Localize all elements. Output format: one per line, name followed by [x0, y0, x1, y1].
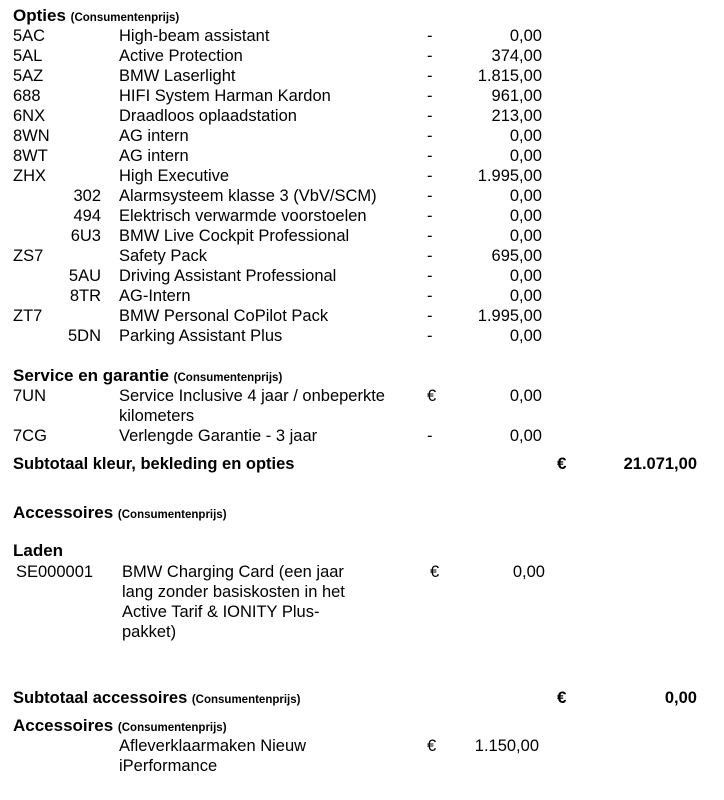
option-currency: -	[427, 247, 433, 265]
opties-title	[13, 6, 179, 28]
option-amount: 961,00	[491, 87, 542, 105]
accessoires-subtitle: (Consumentenprijs)	[117, 509, 227, 521]
option-desc: BMW Personal CoPilot Pack	[119, 307, 329, 325]
service-row	[0, 386, 724, 426]
opties-subtitle: (Consumentenprijs)	[70, 12, 180, 24]
option-desc: Draadloos oplaadstation	[119, 107, 297, 125]
option-currency: -	[427, 27, 433, 45]
service-title-text: Service en garantie	[13, 366, 169, 385]
option-code: 8WT	[13, 147, 48, 165]
laden-desc: BMW Charging Card (een jaar lang zonder basiskosten in het Active Tarif & IONITY Plus-pakket)	[122, 563, 345, 641]
option-currency: -	[427, 267, 433, 285]
accessoires2-row	[0, 736, 724, 776]
option-currency: -	[427, 87, 433, 105]
option-amount: 0,00	[509, 127, 542, 145]
accessoires-title-text: Accessoires	[13, 503, 114, 522]
option-amount: 1.995,00	[477, 307, 542, 325]
option-amount: 0,00	[509, 187, 542, 205]
option-code: 302	[73, 187, 101, 205]
option-amount: 374,00	[491, 47, 542, 65]
option-code: ZT7	[13, 307, 43, 325]
option-code: 5AZ	[13, 67, 44, 85]
option-code: 688	[13, 87, 41, 105]
option-currency: -	[427, 227, 433, 245]
service-currency: €	[427, 387, 437, 405]
service-subtitle: (Consumentenprijs)	[173, 372, 283, 384]
option-desc: AG intern	[119, 127, 189, 145]
option-code: 8WN	[13, 127, 50, 145]
subtotal-accessories-label-wrap	[13, 688, 300, 710]
option-amount: 0,00	[509, 267, 542, 285]
option-desc: BMW Laserlight	[119, 67, 236, 85]
option-code: 5AC	[13, 27, 46, 45]
option-amount: 0,00	[509, 287, 542, 305]
option-desc: High Executive	[119, 167, 230, 185]
option-amount: 1.815,00	[477, 67, 542, 85]
option-currency: -	[427, 187, 433, 205]
option-currency: -	[427, 307, 433, 325]
option-code: ZHX	[13, 167, 46, 185]
option-amount: 0,00	[509, 227, 542, 245]
laden-currency: €	[430, 563, 440, 581]
option-code: 6NX	[13, 107, 46, 125]
option-currency: -	[427, 107, 433, 125]
opties-title-text: Opties	[13, 6, 66, 25]
service-title	[13, 366, 282, 388]
laden-title-text: Laden	[13, 541, 64, 560]
option-desc: Alarmsysteem klasse 3 (VbV/SCM)	[119, 187, 377, 205]
service-amount: 0,00	[509, 427, 542, 445]
option-desc: Parking Assistant Plus	[119, 327, 283, 345]
option-currency: -	[427, 47, 433, 65]
option-desc: AG-Intern	[119, 287, 191, 305]
option-amount: 213,00	[491, 107, 542, 125]
subtotal-options-amount: 21.071,00	[623, 455, 697, 473]
accessoires2-title-text: Accessoires	[13, 716, 114, 735]
subtotal-accessories-label: Subtotaal accessoires	[13, 689, 188, 707]
laden-code: SE000001	[16, 563, 94, 581]
option-amount: 695,00	[491, 247, 542, 265]
option-code: 8TR	[69, 287, 101, 305]
option-code: 5AL	[13, 47, 43, 65]
option-desc: BMW Live Cockpit Professional	[119, 227, 350, 245]
option-code: ZS7	[13, 247, 44, 265]
option-currency: -	[427, 207, 433, 225]
option-desc: Safety Pack	[119, 247, 208, 265]
subtotal-options-currency: €	[557, 454, 567, 473]
option-code: 5DN	[67, 327, 101, 345]
option-currency: -	[427, 127, 433, 145]
service-desc: Verlengde Garantie - 3 jaar	[119, 427, 318, 445]
option-amount: 0,00	[509, 147, 542, 165]
option-desc: AG intern	[119, 147, 189, 165]
accessoires2-desc: Afleverklaarmaken Nieuw iPerformance	[119, 737, 307, 775]
accessoires2-amount: 1.150,00	[474, 737, 539, 755]
service-desc: Service Inclusive 4 jaar / onbeperkte kilometers	[119, 387, 385, 425]
option-currency: -	[427, 167, 433, 185]
option-amount: 1.995,00	[477, 167, 542, 185]
option-desc: High-beam assistant	[119, 27, 270, 45]
laden-row	[0, 562, 724, 642]
option-desc: Elektrisch verwarmde voorstoelen	[119, 207, 367, 225]
option-desc: HIFI System Harman Kardon	[119, 87, 331, 105]
option-code: 494	[73, 207, 101, 225]
subtotal-accessories-currency: €	[557, 688, 567, 707]
option-desc: Driving Assistant Professional	[119, 267, 337, 285]
accessoires2-title	[13, 716, 227, 738]
option-amount: 0,00	[509, 207, 542, 225]
option-currency: -	[427, 67, 433, 85]
service-code: 7UN	[13, 387, 47, 405]
subtotal-accessories-subtitle: (Consumentenprijs)	[191, 694, 301, 706]
laden-amount: 0,00	[512, 563, 545, 581]
option-code: 6U3	[70, 227, 101, 245]
option-amount: 0,00	[509, 27, 542, 45]
accessoires2-currency: €	[427, 737, 437, 755]
service-code: 7CG	[13, 427, 47, 445]
option-code: 5AU	[68, 267, 101, 285]
option-currency: -	[427, 147, 433, 165]
option-amount: 0,00	[509, 327, 542, 345]
laden-title	[13, 541, 63, 561]
service-amount: 0,00	[509, 387, 542, 405]
option-desc: Active Protection	[119, 47, 243, 65]
accessoires2-subtitle: (Consumentenprijs)	[117, 722, 227, 734]
subtotal-options-label: Subtotaal kleur, bekleding en opties	[13, 455, 295, 473]
service-currency: -	[427, 427, 433, 445]
option-currency: -	[427, 327, 433, 345]
subtotal-accessories-amount: 0,00	[664, 689, 697, 707]
option-currency: -	[427, 287, 433, 305]
accessoires-title	[13, 503, 227, 525]
